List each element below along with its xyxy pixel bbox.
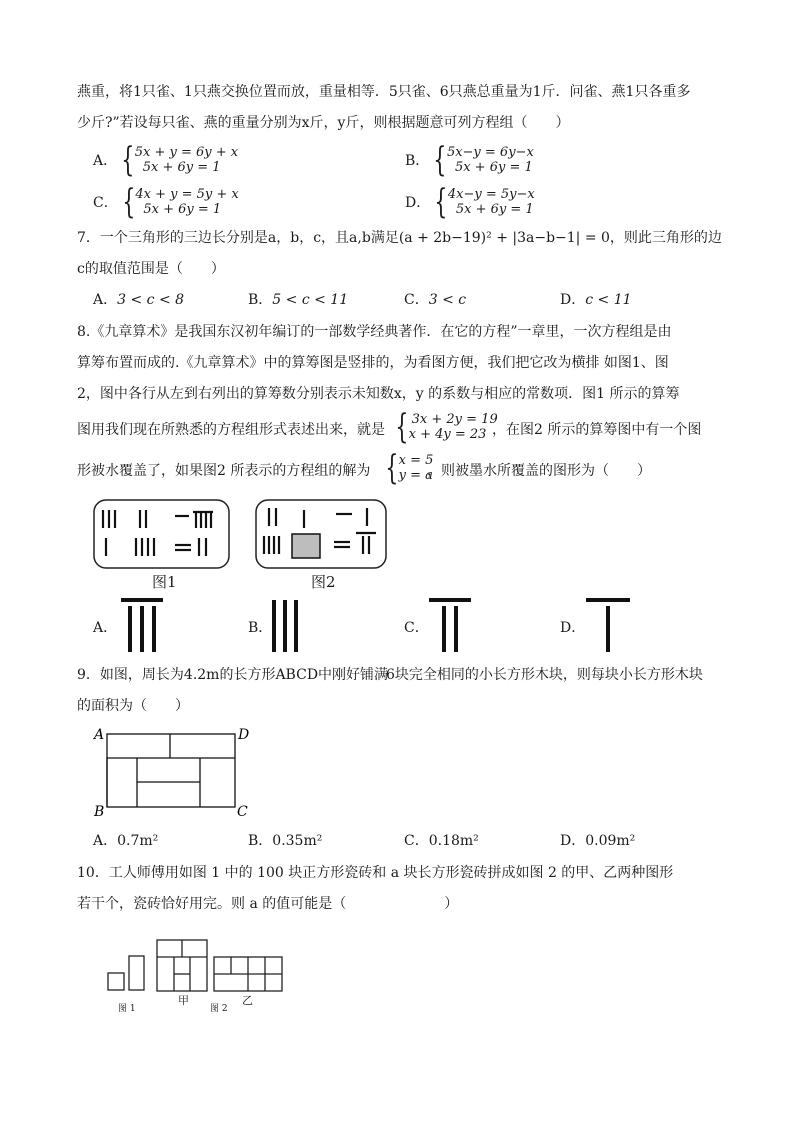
q8-line5a: 形被水覆盖了，如果图2 所表示的方程组的解为 [77, 463, 371, 479]
option-label: B． [248, 833, 273, 849]
equation: x = 5 [398, 453, 434, 468]
brace-icon: { [122, 182, 136, 222]
equation: 5x + 6y = 1 [455, 202, 534, 217]
q8-line2: 算筹布置而成的.《九章算术》中的算筹图是竖排的，为看图方便，我们把它改为横排 如图1、图 [77, 355, 669, 371]
shape-jia [157, 940, 207, 991]
option-label: D． [560, 620, 586, 636]
equation: 5x−y = 6y−x [446, 145, 534, 160]
option-label: D． [560, 833, 586, 849]
option-label: D． [560, 292, 586, 308]
rod-figure-a [118, 596, 168, 656]
option-label: A． [93, 833, 118, 849]
figure-2 [256, 500, 386, 568]
vertex-label-a: A [94, 727, 105, 743]
option-label: C． [93, 195, 118, 211]
q7-option-b[interactable] [248, 290, 348, 310]
yi-label: 乙 [242, 994, 253, 1007]
rod-figure-c [426, 596, 476, 656]
tile-figure-2-caption: 图 2 [210, 1004, 228, 1014]
q7-option-a[interactable] [93, 290, 184, 310]
brace-icon: { [434, 182, 448, 222]
equation: y = a [398, 468, 433, 483]
option-text: 3 < c [428, 292, 467, 308]
rectangle-abcd-figure [92, 724, 262, 820]
option-label: C． [404, 292, 429, 308]
tile-figure-1-caption: 图 1 [118, 1004, 136, 1014]
q9-option-a[interactable] [93, 831, 158, 851]
brace-icon: { [121, 140, 135, 180]
q10-line2: 若干个，瓷砖恰好用完。则 a 的值可能是（ ） [77, 896, 459, 912]
option-text: 0.09m² [585, 833, 636, 849]
equation: 5x + y = 6y + x [134, 145, 239, 160]
q9-option-b[interactable] [248, 831, 322, 851]
option-label: C． [404, 620, 429, 636]
equation: 4x−y = 5y−x [447, 187, 535, 202]
rectangle-tile [129, 956, 144, 990]
option-label: B． [405, 153, 430, 169]
option-label: A． [93, 620, 118, 636]
q8-line4a: 图用我们现在所熟悉的方程组形式表述出来，就是 [77, 422, 385, 438]
rod-figure-b [266, 596, 306, 656]
option-label: B． [248, 620, 273, 636]
option-text: c < 11 [585, 292, 632, 308]
q9-line1a: 9．如图，周长为4.2m的长方形ABCD中刚好铺满 [77, 667, 389, 683]
q8-line4b: ，在图2 所示的算筹图中有一个图 [492, 422, 702, 438]
vertex-label-d: D [238, 727, 250, 743]
q8-line3: 2，图中各行从左到右列出的算筹数分别表示未知数x，y 的系数与相应的常数项．图1 所示的算筹 [77, 386, 680, 402]
q10-line1: 10．工人师傅用如图 1 中的 100 块正方形瓷砖和 a 块长方形瓷砖拼成如图 2 的甲、乙两种图形 [77, 865, 674, 881]
q9-line2: 的面积为（ ） [77, 698, 189, 714]
figure-1-caption: 图1 [152, 573, 177, 591]
option-label: A． [93, 292, 118, 308]
vertex-label-c: C [237, 804, 248, 820]
q9-option-c[interactable] [404, 831, 479, 851]
counting-rod-figures [90, 496, 400, 588]
option-label: B． [248, 292, 273, 308]
equation: 4x + y = 5y + x [135, 187, 239, 202]
q8-option-a[interactable] [93, 618, 117, 638]
option-label: A． [93, 153, 118, 169]
q8-option-c[interactable] [404, 618, 429, 638]
equation: 5x + 6y = 1 [142, 160, 221, 175]
brace-icon: { [395, 407, 409, 447]
q7-option-d[interactable] [560, 290, 632, 310]
jia-label: 甲 [178, 994, 189, 1007]
q7-line2: c的取值范围是（ ） [77, 261, 225, 277]
equation: 3x + 2y = 19 [411, 412, 498, 427]
vertex-label-b: B [94, 804, 105, 820]
equation: 5x + 6y = 1 [143, 202, 222, 217]
option-label: C． [404, 833, 429, 849]
q6-line2: 少斤?”若设每只雀、燕的重量分别为x斤，y斤，则根据题意可列方程组（ ） [77, 115, 570, 131]
q8-line1: 8.《九章算术》是我国东汉初年编订的一部数学经典著作．在它的方程”一章里，一次方程组是由 [77, 324, 672, 340]
equation: 5x + 6y = 1 [454, 160, 533, 175]
option-text: 0.35m² [272, 833, 323, 849]
figure-1 [94, 500, 229, 568]
q8-solution-equation [381, 448, 434, 488]
q8-system-equation [391, 407, 498, 447]
q7-option-c[interactable] [404, 290, 466, 310]
option-text: 0.18m² [428, 833, 479, 849]
option-text: 0.7m² [117, 833, 159, 849]
option-text: 5 < c < 11 [272, 292, 349, 308]
ink-covered-square [292, 534, 320, 558]
option-text: 3 < c < 8 [117, 292, 185, 308]
q8-option-d[interactable] [560, 618, 585, 638]
brace-icon: { [385, 448, 399, 488]
q7-line1: 7．一个三角形的三边长分别是a，b，c，且a,b满足(a + 2b−19)² + |3a−b−1| = 0，则此三角形的边 [77, 230, 722, 246]
option-label: D． [405, 195, 431, 211]
figure-2-caption: 图2 [311, 573, 336, 591]
shape-yi [214, 957, 282, 991]
q8-line5b: ，则被墨水所覆盖的图形为（ ） [427, 463, 651, 479]
equation: x + 4y = 23 [408, 427, 487, 442]
rod-figure-d [584, 596, 634, 656]
square-tile [108, 973, 124, 990]
q6-line1: 燕重，将1只雀、1只燕交换位置而放，重量相等．5只雀、6只燕总重量为1斤．问雀、燕1只各重多 [77, 84, 691, 100]
brace-icon: { [433, 140, 447, 180]
q9-line1b: 6块完全相同的小长方形木块，则每块小长方形木块 [386, 667, 703, 683]
q9-option-d[interactable] [560, 831, 635, 851]
